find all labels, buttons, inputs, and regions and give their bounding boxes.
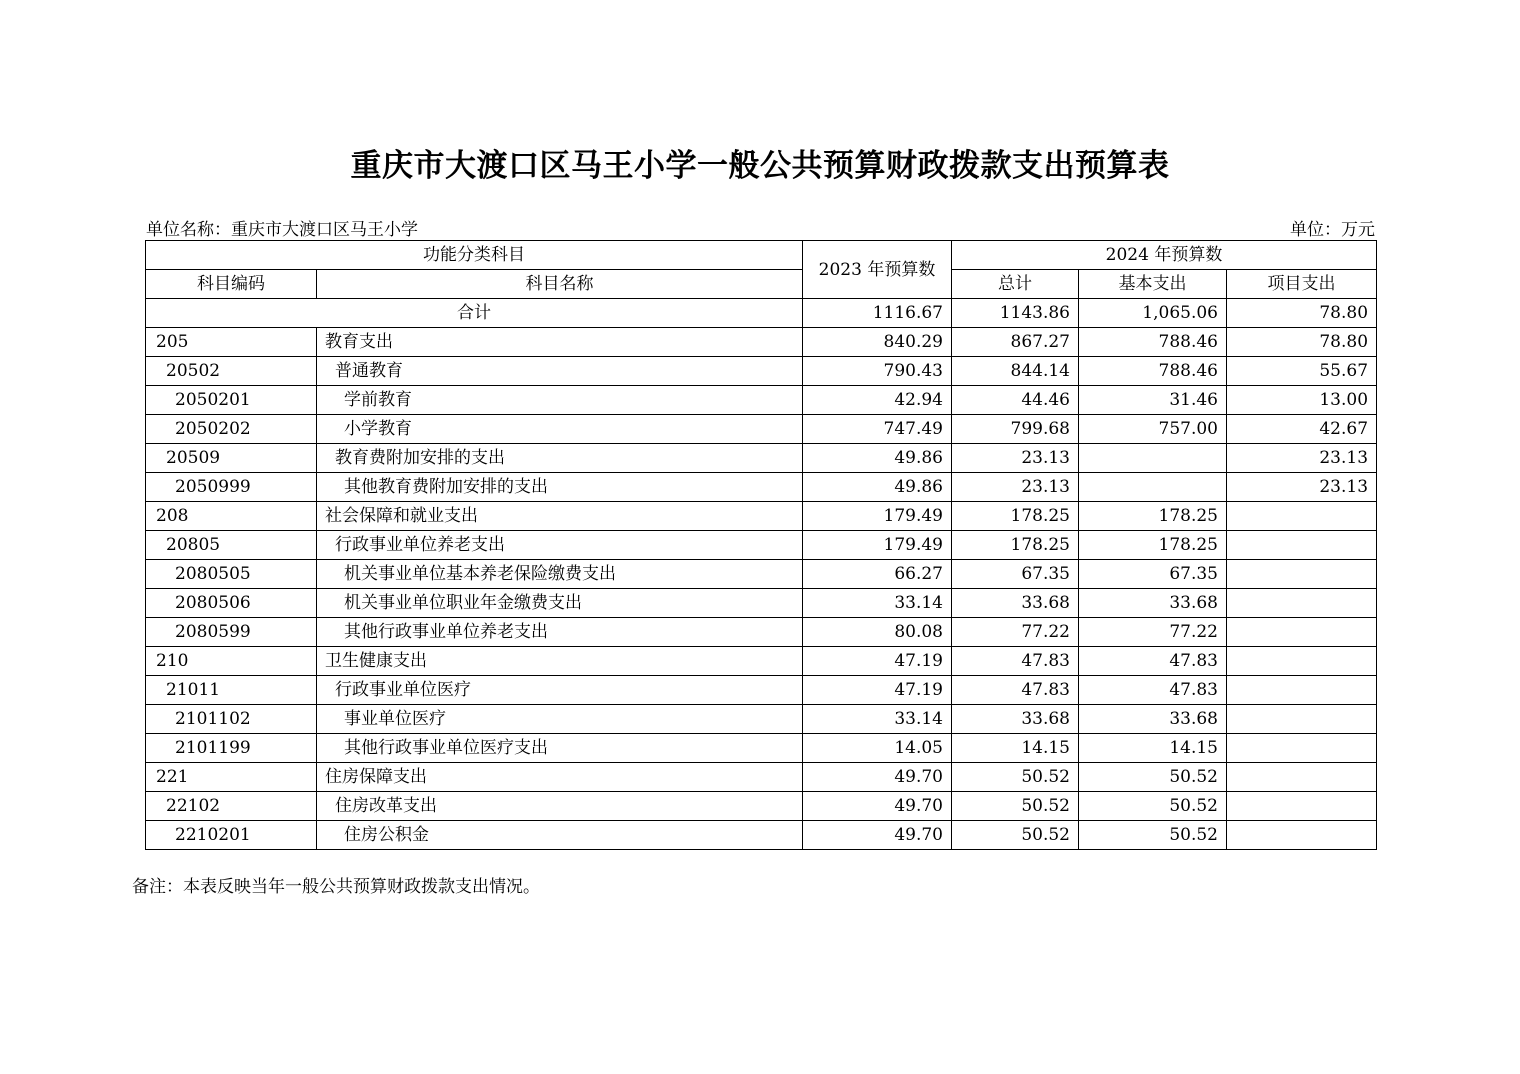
table-row <box>146 328 1377 357</box>
row-code: 22102 <box>146 792 317 821</box>
row-name: 学前教育 <box>317 386 803 415</box>
table-row <box>146 589 1377 618</box>
row-name: 社会保障和就业支出 <box>317 502 803 531</box>
row-code: 2080505 <box>146 560 317 589</box>
row-total: 50.52 <box>952 821 1079 850</box>
table-row <box>146 502 1377 531</box>
row-b2023: 14.05 <box>803 734 952 763</box>
row-b2023: 790.43 <box>803 357 952 386</box>
row-code: 2210201 <box>146 821 317 850</box>
row-name: 事业单位医疗 <box>317 705 803 734</box>
table-row <box>146 473 1377 502</box>
table-row <box>146 531 1377 560</box>
currency-unit-label: 单位：万元 <box>1290 220 1375 240</box>
row-b2023: 33.14 <box>803 589 952 618</box>
row-total: 33.68 <box>952 589 1079 618</box>
table-row <box>146 618 1377 647</box>
row-total: 47.83 <box>952 676 1079 705</box>
row-basic: 757.00 <box>1079 415 1227 444</box>
row-total: 23.13 <box>952 473 1079 502</box>
header-basic: 基本支出 <box>1079 270 1227 299</box>
row-project: 23.13 <box>1227 473 1377 502</box>
row-name: 教育支出 <box>317 328 803 357</box>
row-code: 205 <box>146 328 317 357</box>
header-functional-category: 功能分类科目 <box>146 241 803 270</box>
row-basic: 50.52 <box>1079 763 1227 792</box>
row-b2023: 179.49 <box>803 531 952 560</box>
row-project <box>1227 705 1377 734</box>
row-project: 13.00 <box>1227 386 1377 415</box>
row-total: 77.22 <box>952 618 1079 647</box>
budget-table <box>145 240 1377 850</box>
header-row-2 <box>146 270 1377 299</box>
row-total: 44.46 <box>952 386 1079 415</box>
row-code: 2101102 <box>146 705 317 734</box>
row-b2023: 47.19 <box>803 647 952 676</box>
row-basic: 33.68 <box>1079 705 1227 734</box>
header-code: 科目编码 <box>146 270 317 299</box>
row-name: 小学教育 <box>317 415 803 444</box>
row-total: 47.83 <box>952 647 1079 676</box>
table-row <box>146 647 1377 676</box>
row-basic: 178.25 <box>1079 502 1227 531</box>
row-total: 799.68 <box>952 415 1079 444</box>
row-code: 208 <box>146 502 317 531</box>
row-name: 住房保障支出 <box>317 763 803 792</box>
row-total: 33.68 <box>952 705 1079 734</box>
row-total: 178.25 <box>952 531 1079 560</box>
total-project: 78.80 <box>1227 299 1377 328</box>
row-code: 210 <box>146 647 317 676</box>
table-row <box>146 734 1377 763</box>
page-title: 重庆市大渡口区马王小学一般公共预算财政拨款支出预算表 <box>350 148 1170 184</box>
header-project: 项目支出 <box>1227 270 1377 299</box>
table-row <box>146 792 1377 821</box>
row-b2023: 179.49 <box>803 502 952 531</box>
row-b2023: 66.27 <box>803 560 952 589</box>
table-row <box>146 676 1377 705</box>
header-total: 总计 <box>952 270 1079 299</box>
table-row <box>146 560 1377 589</box>
unit-name-label: 单位名称：重庆市大渡口区马王小学 <box>146 220 418 240</box>
table-row <box>146 705 1377 734</box>
table-row <box>146 821 1377 850</box>
row-total: 844.14 <box>952 357 1079 386</box>
row-b2023: 49.86 <box>803 444 952 473</box>
header-budget-2024: 2024 年预算数 <box>952 241 1377 270</box>
row-project <box>1227 821 1377 850</box>
row-basic: 77.22 <box>1079 618 1227 647</box>
header-budget-2023: 2023 年预算数 <box>803 241 952 299</box>
total-total: 1143.86 <box>952 299 1079 328</box>
row-total: 867.27 <box>952 328 1079 357</box>
row-total: 14.15 <box>952 734 1079 763</box>
total-b2023: 1116.67 <box>803 299 952 328</box>
table-row <box>146 415 1377 444</box>
row-project: 78.80 <box>1227 328 1377 357</box>
table-row <box>146 763 1377 792</box>
row-code: 21011 <box>146 676 317 705</box>
row-b2023: 42.94 <box>803 386 952 415</box>
header-row-1 <box>146 241 1377 270</box>
row-code: 2050202 <box>146 415 317 444</box>
row-total: 23.13 <box>952 444 1079 473</box>
row-basic: 47.83 <box>1079 647 1227 676</box>
row-name: 卫生健康支出 <box>317 647 803 676</box>
row-project <box>1227 589 1377 618</box>
row-b2023: 80.08 <box>803 618 952 647</box>
row-code: 2050201 <box>146 386 317 415</box>
row-name: 住房改革支出 <box>317 792 803 821</box>
row-b2023: 47.19 <box>803 676 952 705</box>
row-name: 行政事业单位医疗 <box>317 676 803 705</box>
table-row <box>146 357 1377 386</box>
row-name: 其他行政事业单位养老支出 <box>317 618 803 647</box>
row-project <box>1227 792 1377 821</box>
row-project <box>1227 531 1377 560</box>
table-row <box>146 444 1377 473</box>
row-project: 23.13 <box>1227 444 1377 473</box>
row-total: 67.35 <box>952 560 1079 589</box>
total-row <box>146 299 1377 328</box>
row-project <box>1227 502 1377 531</box>
row-b2023: 840.29 <box>803 328 952 357</box>
row-total: 50.52 <box>952 792 1079 821</box>
row-total: 178.25 <box>952 502 1079 531</box>
row-name: 行政事业单位养老支出 <box>317 531 803 560</box>
row-b2023: 49.86 <box>803 473 952 502</box>
row-basic: 14.15 <box>1079 734 1227 763</box>
row-name: 住房公积金 <box>317 821 803 850</box>
row-name: 普通教育 <box>317 357 803 386</box>
table-row <box>146 386 1377 415</box>
row-basic: 50.52 <box>1079 792 1227 821</box>
row-project <box>1227 647 1377 676</box>
row-basic: 788.46 <box>1079 357 1227 386</box>
row-project <box>1227 676 1377 705</box>
row-code: 20805 <box>146 531 317 560</box>
row-basic: 47.83 <box>1079 676 1227 705</box>
row-b2023: 49.70 <box>803 821 952 850</box>
row-basic: 31.46 <box>1079 386 1227 415</box>
row-name: 教育费附加安排的支出 <box>317 444 803 473</box>
row-name: 机关事业单位职业年金缴费支出 <box>317 589 803 618</box>
row-name: 其他教育费附加安排的支出 <box>317 473 803 502</box>
row-basic <box>1079 444 1227 473</box>
row-basic: 178.25 <box>1079 531 1227 560</box>
total-basic: 1,065.06 <box>1079 299 1227 328</box>
row-basic: 788.46 <box>1079 328 1227 357</box>
row-b2023: 33.14 <box>803 705 952 734</box>
row-project <box>1227 560 1377 589</box>
row-project <box>1227 763 1377 792</box>
row-code: 2050999 <box>146 473 317 502</box>
row-name: 机关事业单位基本养老保险缴费支出 <box>317 560 803 589</box>
row-project: 42.67 <box>1227 415 1377 444</box>
row-basic: 67.35 <box>1079 560 1227 589</box>
row-project: 55.67 <box>1227 357 1377 386</box>
row-b2023: 49.70 <box>803 792 952 821</box>
row-code: 2101199 <box>146 734 317 763</box>
row-basic: 33.68 <box>1079 589 1227 618</box>
row-code: 2080506 <box>146 589 317 618</box>
row-b2023: 49.70 <box>803 763 952 792</box>
row-code: 2080599 <box>146 618 317 647</box>
row-code: 221 <box>146 763 317 792</box>
header-name: 科目名称 <box>317 270 803 299</box>
row-total: 50.52 <box>952 763 1079 792</box>
row-project <box>1227 618 1377 647</box>
total-label: 合计 <box>146 299 803 328</box>
footnote: 备注：本表反映当年一般公共预算财政拨款支出情况。 <box>132 877 540 897</box>
row-project <box>1227 734 1377 763</box>
row-b2023: 747.49 <box>803 415 952 444</box>
row-name: 其他行政事业单位医疗支出 <box>317 734 803 763</box>
row-code: 20502 <box>146 357 317 386</box>
row-basic <box>1079 473 1227 502</box>
row-basic: 50.52 <box>1079 821 1227 850</box>
row-code: 20509 <box>146 444 317 473</box>
